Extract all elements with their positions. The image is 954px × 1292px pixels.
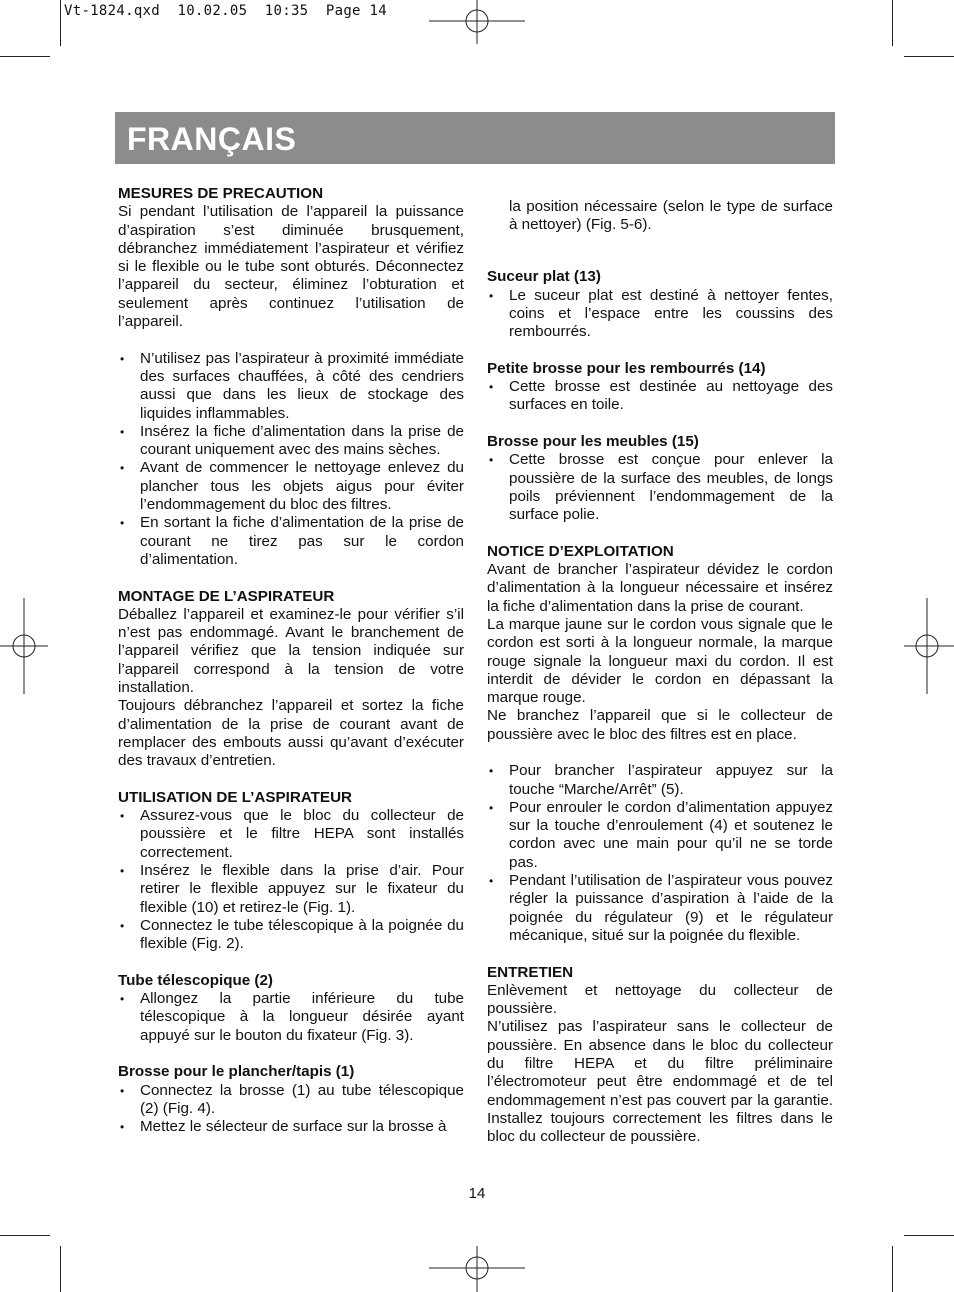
bullet-list [118, 807, 464, 953]
bullet-list [118, 350, 464, 570]
list-item: • Assurez-vous que le bloc du collecteur de poussière et le filtre HEPA sont installés correctement. [118, 807, 464, 862]
section-heading: NOTICE D’EXPLOITATION [487, 542, 674, 560]
section-heading: MESURES DE PRECAUTION [118, 185, 324, 202]
left-column [118, 185, 464, 1136]
crop-mark-tr-h [904, 56, 954, 57]
bullet-list [487, 762, 833, 945]
crop-mark-tl-h [0, 56, 50, 57]
registration-mark-top [429, 0, 525, 44]
list-item: • Pour enrouler le cordon d’alimentation appuyez sur la touche d’enroulement (4) et soutenez le cordon avec une main pour qu’il ne se torde pas. [487, 799, 833, 872]
section-heading: Petite brosse pour les rembourrés (14) [487, 359, 766, 377]
section-heading: Brosse pour le plancher/tapis (1) [118, 1063, 355, 1081]
list-item: • Allongez la partie inférieure du tube télescopique à la longueur désirée ayant appuyé sur le bouton du fixateur (Fig. 3). [118, 990, 464, 1045]
paragraph: Enlèvement et nettoyage du collecteur de poussière. [487, 981, 833, 1018]
list-item: • Le suceur plat est destiné à nettoyer fentes, coins et l’espace entre les coussins des rembourrés. [487, 287, 833, 342]
paragraph: Si pendant l’utilisation de l’appareil la puissance d’aspiration s’est diminuée brusquement, débranchez immédiatement l’aspirateur et vérifiez si le flexible ou le tube sont obturés. Déconnectez l’appareil du secteur, éliminez l’obturation et seulement après continuez l’utilisation de l’appareil. [118, 203, 464, 331]
crop-mark-tl-v [60, 0, 61, 46]
section-heading: Suceur plat (13) [487, 268, 601, 286]
right-column [487, 183, 833, 1147]
language-title: FRANÇAIS [127, 121, 297, 157]
section-heading: Brosse pour les meubles (15) [487, 432, 699, 450]
list-item: • Pour brancher l’aspirateur appuyez sur la touche “Marche/Arrêt” (5). [487, 762, 833, 799]
list-item: • En sortant la fiche d’alimentation de la prise de courant ne tirez pas sur le cordon d’alimentation. [118, 514, 464, 569]
list-item: • Insérez le flexible dans la prise d’air. Pour retirer le flexible appuyez sur le fixateur du flexible (10) et retirez-le (Fig. 1). [118, 862, 464, 917]
crop-mark-br-v [892, 1246, 893, 1292]
paragraph: Ne branchez l’appareil que si le collecteur de poussière avec le bloc des filtres est en place. [487, 707, 833, 743]
registration-mark-bottom [429, 1246, 525, 1292]
paragraph: N’utilisez pas l’aspirateur sans le collecteur de poussière. En absence dans le bloc du collecteur du filtre HEPA et du filtre préliminaire l’électromoteur peut être endommagé et de tel endommagement n’est pas couvert par la garantie. Installez toujours correctement les filtres dans le bloc du collecteur de poussière. [487, 1018, 833, 1146]
list-item: • Avant de commencer le nettoyage enlevez du plancher tous les objets aigus pour éviter l’endommagement du bloc des filtres. [118, 459, 464, 514]
bullet-list [118, 990, 464, 1045]
crop-mark-tr-v [892, 0, 893, 46]
section-heading: ENTRETIEN [487, 963, 574, 981]
list-item: • N’utilisez pas l’aspirateur à proximité immédiate des surfaces chauffées, à côté des cendriers aussi que dans les lieux de stockage des liquides inflammables. [118, 350, 464, 423]
list-item: • Insérez la fiche d’alimentation dans la prise de courant uniquement avec des mains sèches. [118, 423, 464, 460]
bullet-list [487, 287, 833, 342]
paragraph: la position nécessaire (selon le type de surface à nettoyer) (Fig. 5-6). [509, 198, 833, 234]
section-heading: UTILISATION DE L’ASPIRATEUR [118, 788, 353, 806]
list-item: • Pendant l’utilisation de l’aspirateur vous pouvez régler la puissance d’aspiration à l’aide de la poignée du régulateur (9) et le régulateur mécanique, situé sur la poignée du flexible. [487, 872, 833, 945]
list-item: • Cette brosse est conçue pour enlever la poussière de la surface des meubles, de longs poils préviennent l’endommagement de la surface polie. [487, 451, 833, 524]
language-banner [115, 112, 835, 164]
registration-mark-left [0, 598, 48, 694]
paragraph: Avant de brancher l’aspirateur dévidez le cordon d’alimentation à la longueur nécessaire et insérez la fiche d’alimentation dans la prise de courant. [487, 561, 833, 615]
bullet-list [487, 451, 833, 524]
paragraph: Toujours débranchez l’appareil et sortez la fiche d’alimentation de la prise de courant avant de remplacer des embouts aussi qu’avant d’exécuter des travaux d’entretien. [118, 697, 464, 770]
bullet-list [487, 378, 833, 415]
page-number: 14 [468, 1185, 486, 1202]
section-heading: Tube télescopique (2) [118, 971, 273, 989]
crop-mark-bl-v [60, 1246, 61, 1292]
bullet-list [118, 1082, 464, 1137]
list-item: • Connectez la brosse (1) au tube télescopique (2) (Fig. 4). [118, 1082, 464, 1119]
list-item: • Connectez le tube télescopique à la poignée du flexible (Fig. 2). [118, 917, 464, 954]
paragraph: Déballez l’appareil et examinez-le pour vérifier s’il n’est pas endommagé. Avant le branchement de l’appareil vérifiez que la tension indiquée sur l’appareil correspond à la tension de votre installation. [118, 605, 464, 697]
list-item: • Mettez le sélecteur de surface sur la brosse à [118, 1118, 464, 1136]
crop-mark-br-h [904, 1235, 954, 1236]
printer-slug: Vt-1824.qxd 10.02.05 10:35 Page 14 [64, 3, 387, 19]
crop-mark-bl-h [0, 1235, 50, 1236]
section-heading: MONTAGE DE L’ASPIRATEUR [118, 587, 335, 605]
registration-mark-right [904, 598, 954, 694]
list-item: • Cette brosse est destinée au nettoyage des surfaces en toile. [487, 378, 833, 415]
paragraph: La marque jaune sur le cordon vous signale que le cordon est sorti à la longueur normale, la marque rouge signale la longueur maxi du cordon. Il est interdit de dévider le cordon en dépassant la marque rouge. [487, 615, 833, 707]
